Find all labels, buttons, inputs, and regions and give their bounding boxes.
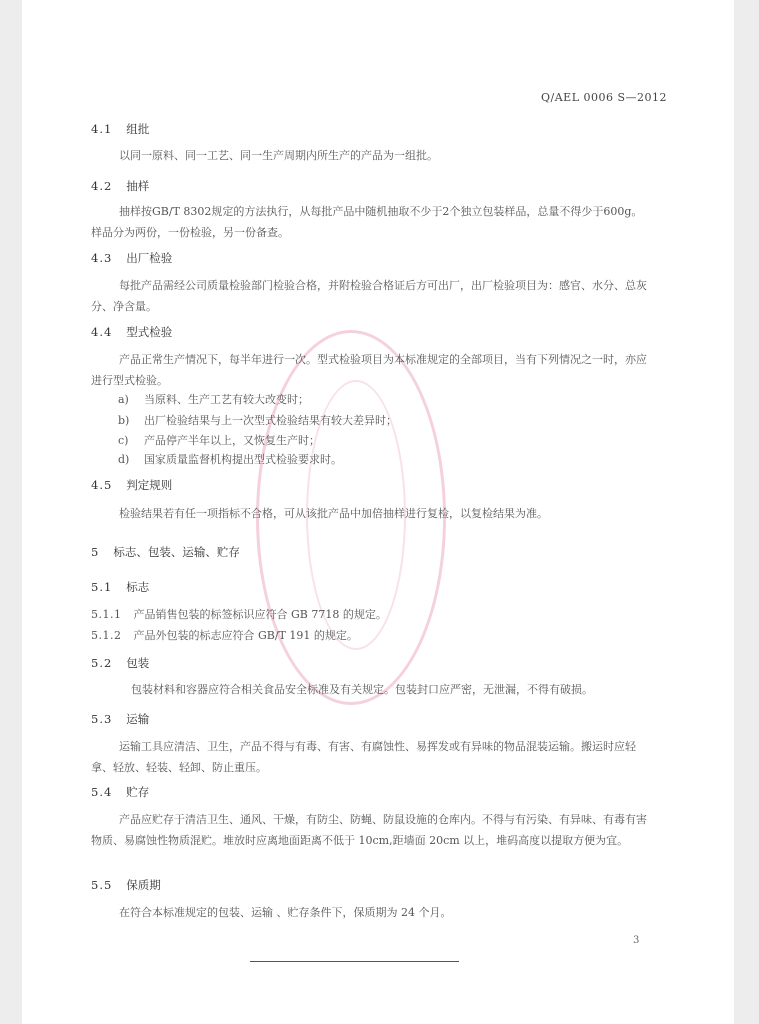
- section-5-1-heading: [91, 579, 149, 595]
- section-4-5-body: 检验结果若有任一项指标不合格，可从该批产品中加倍抽样进行复检，以复检结果为准。: [119, 507, 548, 520]
- section-number: 5.1: [91, 580, 113, 594]
- section-5-3-heading: [91, 711, 149, 727]
- list-item: [118, 391, 309, 407]
- section-number: 5.4: [91, 785, 113, 799]
- section-4-5-heading: [91, 477, 172, 493]
- section-number: 4.5: [91, 478, 113, 492]
- section-number: 5.5: [91, 878, 113, 892]
- clause-number: 5.1.1: [91, 608, 122, 621]
- list-item: [118, 451, 342, 467]
- list-marker: a): [118, 393, 129, 406]
- section-title: 标志: [126, 580, 150, 594]
- section-5-5-heading: [91, 877, 161, 893]
- section-4-3-heading: [91, 250, 172, 266]
- section-5-3-body: 运输工具应清洁、卫生，产品不得与有毒、有害、有腐蚀性、易挥发或有异味的物品混装运输。搬运时应轻拿、轻放、轻装、轻卸、防止重压。: [91, 740, 636, 774]
- footer-rule: [250, 961, 459, 962]
- clause-5-1-1: [91, 606, 387, 622]
- list-marker: d): [118, 453, 130, 466]
- list-marker: b): [118, 414, 130, 427]
- list-text: 国家质量监督机构提出型式检验要求时。: [144, 453, 342, 466]
- section-5-4-heading: [91, 784, 149, 800]
- section-4-4-heading: [91, 324, 172, 340]
- section-5-2-heading: [91, 655, 149, 671]
- section-title: 组批: [126, 122, 150, 136]
- section-number: 5.2: [91, 656, 113, 670]
- chapter-5-heading: [91, 544, 240, 560]
- section-4-4-body: 产品正常生产情况下，每半年进行一次。型式检验项目为本标准规定的全部项目，当有下列情况之一时，亦应进行型式检验。: [91, 353, 647, 387]
- standard-code-header: Q/AEL 0006 S—2012: [541, 91, 668, 104]
- list-marker: c): [118, 434, 129, 447]
- clause-text: 产品外包装的标志应符合 GB/T 191 的规定。: [133, 629, 358, 642]
- list-text: 产品停产半年以上，又恢复生产时；: [144, 434, 320, 447]
- section-number: 4.2: [91, 179, 113, 193]
- chapter-number: 5: [91, 545, 100, 559]
- list-item: [118, 432, 320, 448]
- section-4-1-heading: [91, 121, 149, 137]
- section-title: 抽样: [126, 179, 150, 193]
- section-title: 保质期: [126, 878, 161, 892]
- list-text: 当原料、生产工艺有较大改变时；: [144, 393, 309, 406]
- section-title: 运输: [126, 712, 150, 726]
- section-title: 型式检验: [126, 325, 173, 339]
- clause-number: 5.1.2: [91, 629, 122, 642]
- section-title: 包装: [126, 656, 150, 670]
- section-4-2-heading: [91, 178, 149, 194]
- section-4-1-body: 以同一原料、同一工艺、同一生产周期内所生产的产品为一组批。: [119, 149, 438, 162]
- chapter-title: 标志、包装、运输、贮存: [113, 545, 240, 559]
- section-title: 出厂检验: [126, 251, 173, 265]
- section-5-4-body: 产品应贮存于清洁卫生、通风、干燥，有防尘、防蝇、防鼠设施的仓库内。不得与有污染、有异味、有毒有害物质、易腐蚀性物质混贮。堆放时应离地面距离不低于 10cm,距墙面 20cm 以上，堆码高度以提取方便为宜。: [91, 813, 647, 847]
- section-5-2-body: 包装材料和容器应符合相关食品安全标准及有关规定。包装封口应严密，无泄漏，不得有破损。: [131, 683, 593, 696]
- section-number: 4.1: [91, 122, 113, 136]
- section-title: 判定规则: [126, 478, 173, 492]
- section-number: 4.4: [91, 325, 113, 339]
- section-number: 5.3: [91, 712, 113, 726]
- clause-text: 产品销售包装的标签标识应符合 GB 7718 的规定。: [133, 608, 387, 621]
- list-text: 出厂检验结果与上一次型式检验结果有较大差异时；: [144, 414, 397, 427]
- section-4-2-body: 抽样按GB/T 8302规定的方法执行，从每批产品中随机抽取不少于2个独立包装样品，总量不得少于600g。样品分为两份，一份检验，另一份备查。: [91, 205, 643, 239]
- section-5-5-body: 在符合本标准规定的包装、运输 、贮存条件下，保质期为 24 个月。: [119, 906, 452, 919]
- section-number: 4.3: [91, 251, 113, 265]
- page-number: 3: [633, 935, 640, 946]
- clause-5-1-2: [91, 627, 358, 643]
- section-4-3-body: 每批产品需经公司质量检验部门检验合格，并附检验合格证后方可出厂，出厂检验项目为：感官、水分、总灰分、净含量。: [91, 279, 647, 313]
- section-title: 贮存: [126, 785, 150, 799]
- list-item: [118, 412, 397, 428]
